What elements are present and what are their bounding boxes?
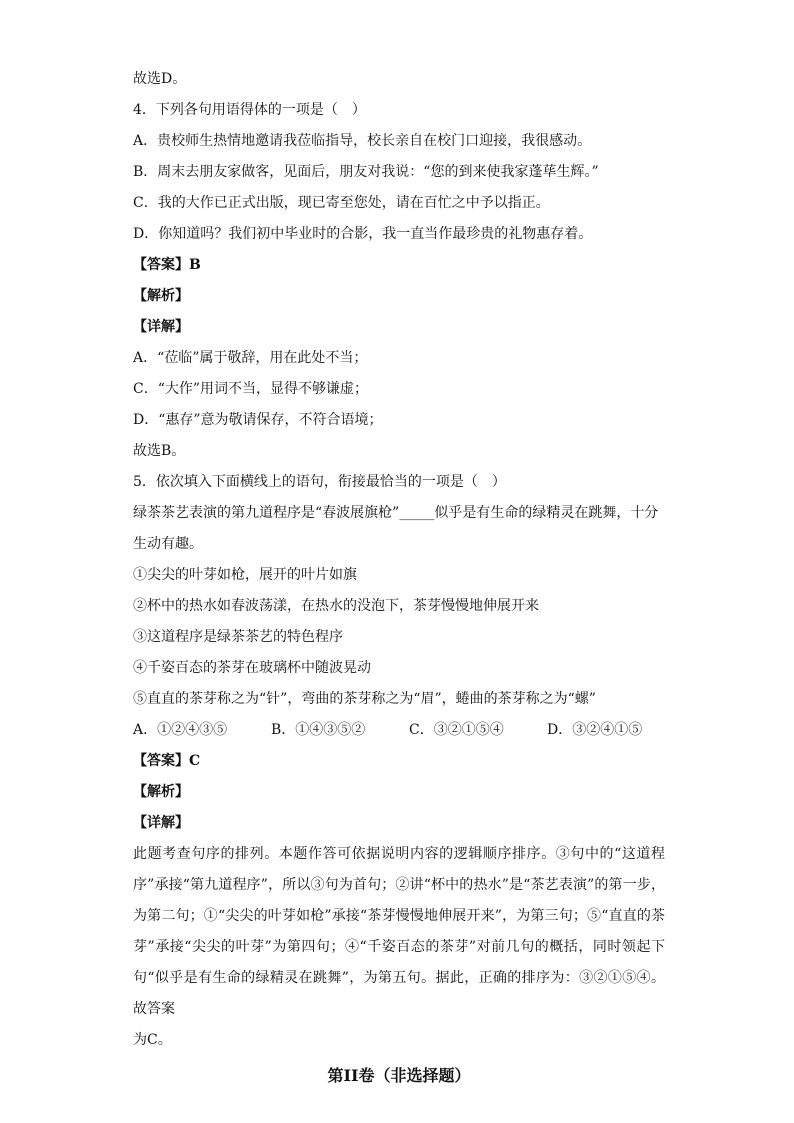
question-5-sentence-1: ①尖尖的叶芽如枪，展开的叶片如旗 (133, 567, 357, 583)
question-5-sentence-5: ⑤直直的茶芽称之为“针”，弯曲的茶芽称之为“眉”，蜷曲的茶芽称之为“螺” (133, 691, 596, 707)
section-title: 第II卷（非选择题） (327, 1066, 471, 1085)
question-4-detail-d: D．“惠存”意为敬请保存，不符合语境； (133, 412, 383, 428)
question-4-detail-label: 【详解】 (133, 319, 189, 335)
question-5-option-a: A．①②④③⑤ (133, 722, 228, 738)
question-4-conclusion: 故选B。 (133, 443, 186, 459)
answer-choice-d-prev: 故选D。 (133, 71, 187, 87)
question-5-option-c: C．③②①⑤④ (409, 722, 504, 738)
question-5-passage-line-1: 绿茶茶艺表演的第九道程序是“春波展旗枪”_____似乎是有生命的绿精灵在跳舞，十分 (133, 505, 659, 521)
question-5-detail-label: 【详解】 (133, 815, 189, 831)
question-5-stem: 5．依次填入下面横线上的语句，衔接最恰当的一项是（ ） (133, 474, 506, 490)
question-5-options (133, 715, 665, 746)
question-4-stem: 4．下列各句用语得体的一项是（ ） (133, 102, 366, 118)
question-5-sentence-4: ④千姿百态的茶芽在玻璃杯中随波晃动 (133, 660, 371, 676)
question-5-sentence-2: ②杯中的热水如春波荡漾，在热水的没泡下，茶芽慢慢地伸展开来 (133, 598, 539, 614)
question-4-option-a: A．贵校师生热情地邀请我莅临指导，校长亲自在校门口迎接，我很感动。 (133, 133, 592, 149)
question-5-analysis-label: 【解析】 (133, 784, 189, 800)
question-5-option-b: B．①④③⑤② (271, 722, 366, 738)
question-4-option-d: D．你知道吗？我们初中毕业时的合影，我一直当作最珍贵的礼物惠存着。 (133, 226, 593, 242)
question-5-sentence-3: ③这道程序是绿茶茶艺的特色程序 (133, 629, 343, 645)
question-4-answer: 【答案】B (133, 257, 201, 273)
document-content (133, 64, 665, 1091)
question-4-detail-c: C．“大作”用词不当，显得不够谦虚； (133, 381, 369, 397)
question-4-detail-a: A．“莅临”属于敬辞，用在此处不当； (133, 350, 368, 366)
question-5-option-d: D．③②④①⑤ (547, 722, 643, 738)
question-5-answer: 【答案】C (133, 753, 201, 769)
question-4-option-b: B．周末去朋友家做客，见面后，朋友对我说：“您的到来使我家蓬荜生辉。” (133, 164, 599, 180)
question-5-explanation: 此题考查句序的排列。本题作答可依据说明内容的逻辑顺序排序。③句中的“这道程序”承接“第九道程序”，所以③句为首句；②讲“杯中的热水”是“茶艺表演”的第一步，为第二句；①“尖尖的叶芽如枪”承接“茶芽慢慢地伸展开来”，为第三句；⑤“直直的茶芽”承接“尖尖的叶芽”为第四句；④“千姿百态的茶芽”对前几句的概括，同时领起下句“似乎是有生命的绿精灵在跳舞”，为第五句。据此，正确的排序为：③②①⑤④。故答案 (133, 846, 665, 1017)
question-5-explanation-end: 为C。 (133, 1032, 172, 1048)
question-5-passage-line-2: 生动有趣。 (133, 536, 203, 552)
question-4-analysis-label: 【解析】 (133, 288, 189, 304)
question-4-option-c: C．我的大作已正式出版，现已寄至您处，请在百忙之中予以指正。 (133, 195, 550, 211)
